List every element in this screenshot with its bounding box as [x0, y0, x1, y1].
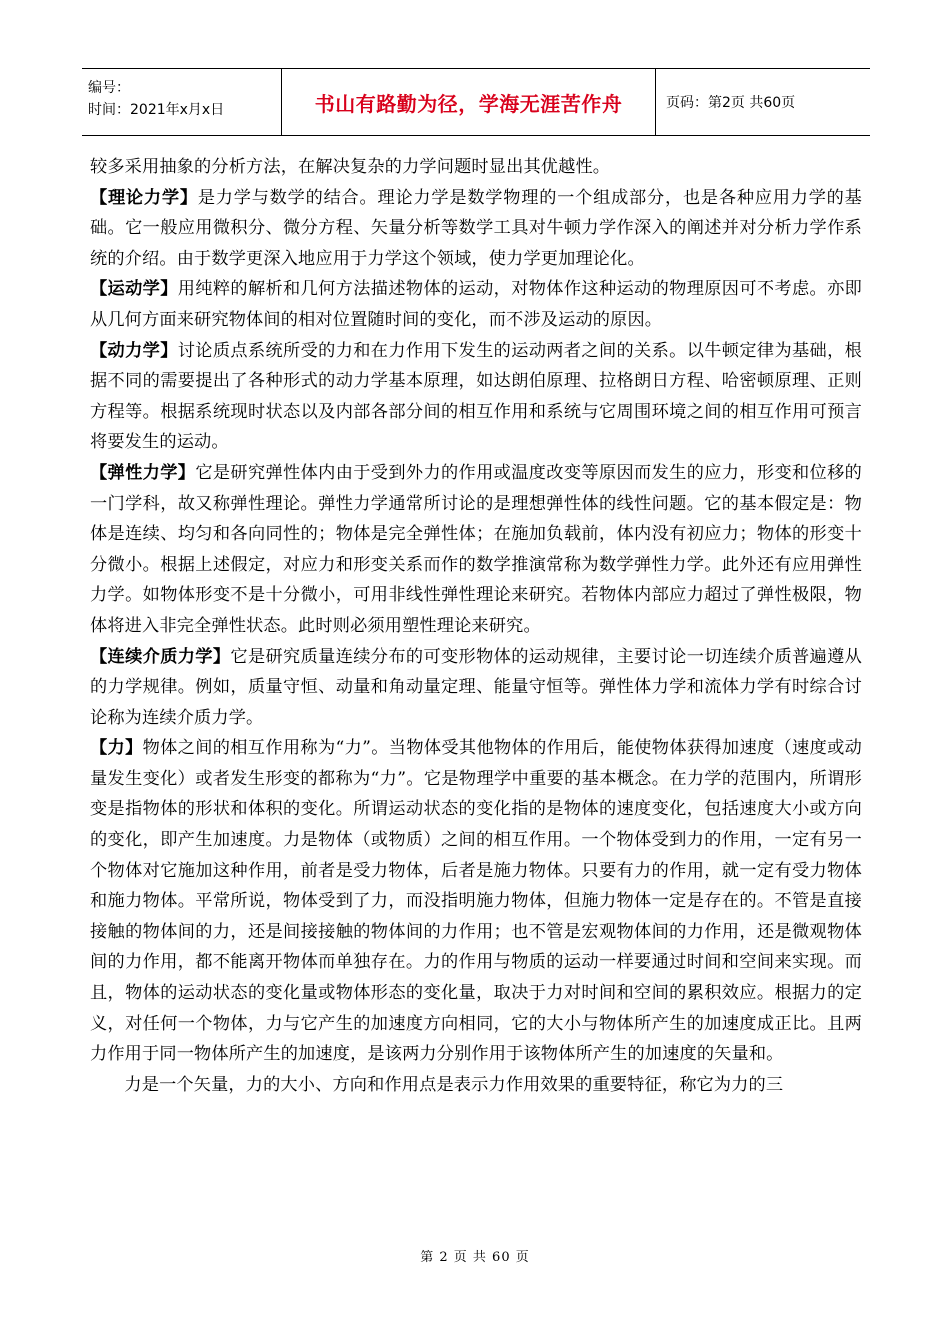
paragraph-text: 用纯粹的解析和几何方法描述物体的运动，对物体作这种运动的物理原因可不考虑。亦即从几何方面来研究物体间的相对位置随时间的变化，而不涉及运动的原因。 — [90, 279, 862, 330]
paragraph — [90, 152, 862, 183]
paragraph-last: 力是一个矢量，力的大小、方向和作用点是表示力作用效果的重要特征，称它为力的三 — [124, 1074, 784, 1095]
paragraph — [90, 733, 862, 1070]
paragraph-text: 物体之间的相互作用称为“力”。当物体受其他物体的作用后，能使物体获得加速度（速度或动量发生变化）或者发生形变的都称为“力”。它是物理学中重要的基本概念。在力学的范围内，所谓形变是指物体的形状和体积的变化。所谓运动状态的变化指的是物体的速度变化，包括速度大小或方向的变化，即产生加速度。力是物体（或物质）之间的相互作用。一个物体受到力的作用，一定有另一个物体对它施加这种作用，前者是受力物体，后者是施力物体。只要有力的作用，就一定有受力物体和施力物体。平常所说，物体受到了力，而没指明施力物体，但施力物体一定是存在的。不管是直接接触的物体间的力，还是间接接触的物体间的力作用；也不管是宏观物体间的力作用，还是微观物体间的力作用，都不能离开物体而单独存在。力的作用与物质的运动一样要通过时间和空间来实现。而且，物体的运动状态的变化量或物体形态的变化量，取决于力对时间和空间的累积效应。根据力的定义，对任何一个物体，力与它产生的加速度方向相同，它的大小与物体所产生的加速度成正比。且两力作用于同一物体所产生的加速度，是该两力分别作用于该物体所产生的加速度的矢量和。 — [90, 738, 862, 1065]
paragraph-term: 【弹性力学】 — [90, 462, 196, 483]
paragraph-term: 【力】 — [90, 738, 143, 759]
paragraph-term: 【动力学】 — [90, 340, 178, 361]
page-footer: 第 2 页 共 60 页 — [420, 1250, 530, 1265]
paragraph — [90, 336, 862, 458]
header-motto: 书山有路勤为径，学海无涯苦作舟 — [282, 69, 656, 135]
header-page-info: 页码：第2页 共60页 — [666, 95, 796, 111]
paragraph-text: 它是研究质量连续分布的可变形物体的运动规律，主要讨论一切连续介质普遍遵从的力学规律。例如，质量守恒、动量和角动量定理、能量守恒等。弹性体力学和流体力学有时综合讨论称为连续介质力学。 — [90, 646, 862, 728]
paragraph-text: 是力学与数学的结合。理论力学是数学物理的一个组成部分，也是各种应用力学的基础。它一般应用微积分、微分方程、矢量分析等数学工具对牛顿力学作深入的阐述并对分析力学作系统的介绍。由于数学更深入地应用于力学这个领域，使力学更加理论化。 — [90, 187, 862, 269]
paragraph-term: 【连续介质力学】 — [90, 646, 231, 667]
paragraph-term: 【理论力学】 — [90, 187, 198, 208]
paragraph — [90, 458, 862, 642]
paragraph-text: 较多采用抽象的分析方法，在解决复杂的力学问题时显出其优越性。 — [90, 157, 611, 177]
document-body — [90, 152, 862, 1100]
paragraph-text: 它是研究弹性体内由于受到外力的作用或温度改变等原因而发生的应力，形变和位移的一门学科，故又称弹性理论。弹性力学通常所讨论的是理想弹性体的线性问题。它的基本假定是：物体是连续、均匀和各向同性的；物体是完全弹性体；在施加负载前，体内没有初应力；物体的形变十分微小。根据上述假定，对应力和形变关系而作的数学推演常称为数学弹性力学。此外还有应用弹性力学。如物体形变不是十分微小，可用非线性弹性理论来研究。若物体内部应力超过了弹性极限，物体将进入非完全弹性状态。此时则必须用塑性理论来研究。 — [90, 462, 862, 636]
paragraph — [90, 274, 862, 335]
page-header — [82, 68, 870, 136]
document-number: 编号： — [88, 80, 130, 96]
paragraph — [90, 183, 862, 275]
paragraph-term: 【运动学】 — [90, 279, 178, 300]
document-time: 时间：2021年x月x日 — [88, 102, 225, 118]
paragraph-text: 讨论质点系统所受的力和在力作用下发生的运动两者之间的关系。以牛顿定律为基础，根据不同的需要提出了各种形式的动力学基本原理，如达朗伯原理、拉格朗日方程、哈密顿原理、正则方程等。根据系统现时状态以及内部各部分间的相互作用和系统与它周围环境之间的相互作用可预言将要发生的运动。 — [90, 340, 862, 453]
header-meta — [82, 69, 282, 135]
paragraph — [90, 642, 862, 734]
